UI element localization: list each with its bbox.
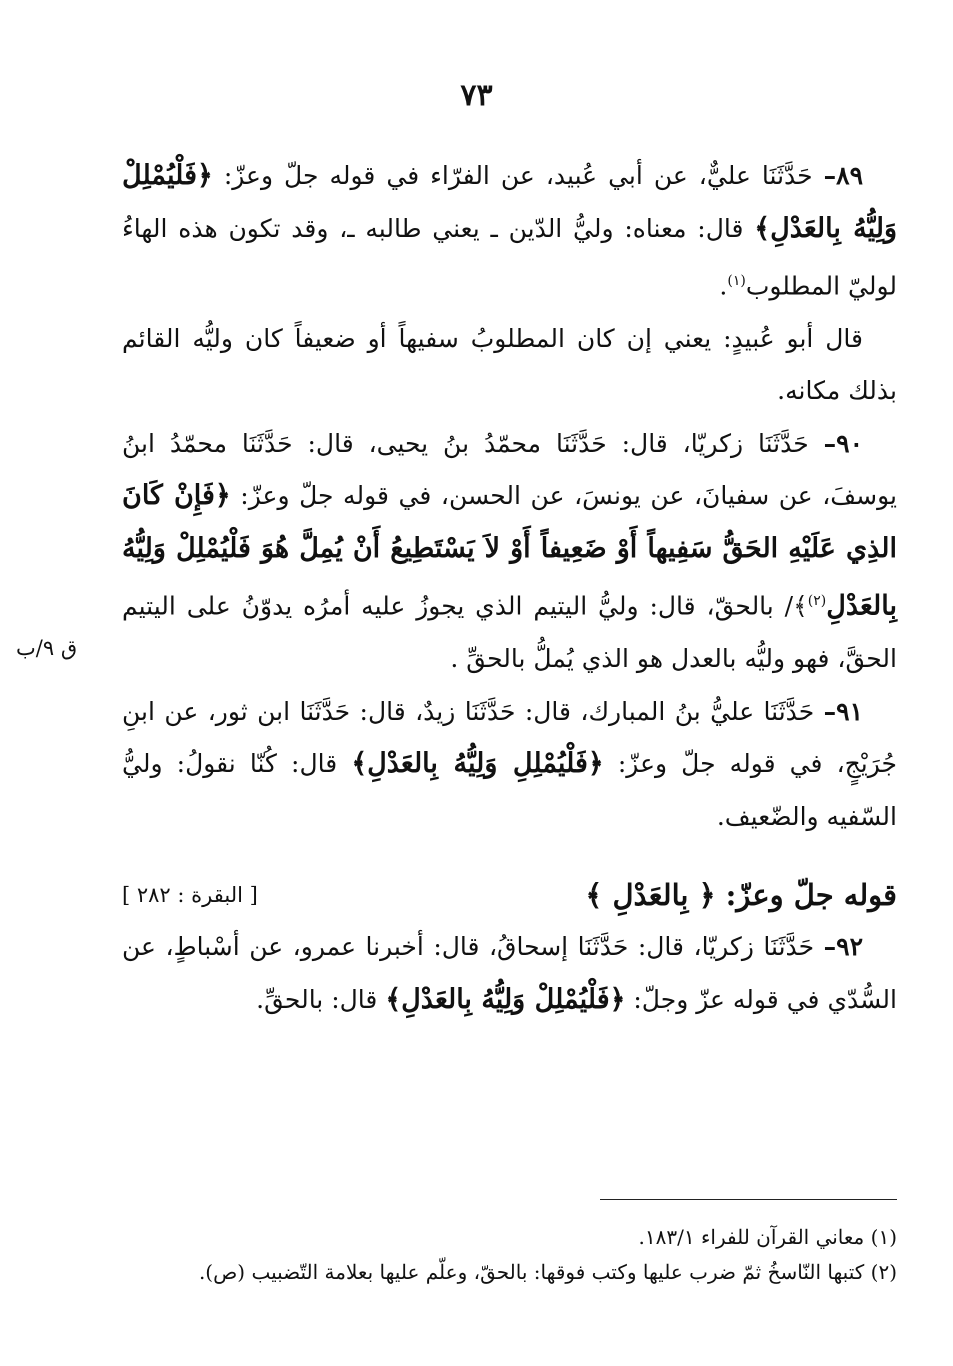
narration-text: قال: معناه: وليُّ الدّين ـ يعني طالبه ـ، وقد تكون هذه الهاءُ لوليّ المطلوب — [122, 213, 897, 301]
narration-text: حَدَّثَنَا زكريّا، قال: حَدَّثَنَا محمّدُ بنُ يحيى، قال: حَدَّثَنَا محمّدُ ابنُ يوسفَ، عن سفيانَ، عن يونسَ، عن الحسن، في قوله جلّ وعزّ: — [122, 428, 898, 511]
paragraph-92 — [122, 921, 897, 1026]
narration-text: حَدَّثَنَا زكريّا، قال: حَدَّثَنَا إسحاقُ، قال: أخبرنا عمرو، عن أسْباطٍ، عن السُّدّي في قوله عزّ وجلّ: — [122, 932, 897, 1014]
paragraph-number: ٩١– — [823, 696, 863, 726]
paragraph-number: ٨٩– — [823, 161, 863, 190]
footnote-2: (٢) كتبها النّاسخُ ثمّ ضرب عليها وكتب فوقها: بالحقّ، وعلّم عليها بعلامة التّضبيب (ص). — [198, 1260, 897, 1284]
quran-verse: ﴿فَلْيُمْلِلْ وَلِيُّهُ بِالعَدْلِ﴾ — [122, 160, 897, 244]
main-text — [122, 150, 897, 1026]
quran-verse: ﴿فَلْيُمْلِلْ وَلِيُّهُ بِالعَدْلِ﴾ — [385, 983, 626, 1015]
narration-text: قال: بالحقِّ. — [256, 984, 386, 1014]
paragraph-90 — [122, 418, 897, 686]
verse-reference: [ البقرة : ٢٨٢ ] — [122, 882, 258, 907]
paragraph-number: ٩٢– — [823, 932, 863, 962]
narration-text: قال: كُنّا نقولُ: وليُّ السّفيه والضّعيف. — [122, 749, 897, 831]
section-heading: قوله جلّ وعزّ: ﴿ بِالعَدْلِ ﴾ — [585, 877, 897, 912]
footnote-1: (١) معاني القرآن للفراء ١٨٣/١. — [638, 1225, 897, 1249]
paragraph-89 — [122, 150, 897, 313]
footnotes — [122, 1220, 897, 1290]
page-number: ٧٣ — [460, 78, 493, 113]
paragraph-number: ٩٠– — [823, 428, 863, 458]
footnote-marker: (١) — [727, 273, 746, 289]
narration-text: حَدَّثَنَا عليٌّ، عن أبي عُبيد، عن الفرّاء في قوله جلّ وعزّ: — [212, 161, 824, 190]
footnote-marker: (٢) — [807, 593, 827, 610]
quran-verse: ﴿فَإِنْ كَانَ الذِي عَلَيْهِ الحَقُّ سَفِيهاً أَوْ ضَعِيفاً أَوْ لاَ يَسْتَطِيعُ أَنْ يُمِلَّ هُوَ فَلْيُمْلِلْ وَلِيُّهُ بِالعَدْلِ — [122, 480, 897, 622]
narration-text: . — [719, 271, 728, 301]
paragraph-91 — [122, 686, 897, 844]
paragraph-commentary: قال أبو عُبيدٍ: يعني إن كان المطلوبُ سفيهاً أو ضعيفاً كان وليُّه القائم بذلك مكانه. — [122, 323, 897, 406]
footnote-divider — [600, 1199, 897, 1200]
narration-text: حَدَّثَنَا عليُّ بنُ المبارك، قال: حَدَّثَنَا زيدٌ، قال: حَدَّثَنَا ابن ثور، عن ابنِ جُرَيْجٍ، في قوله جلّ وعزّ: — [122, 696, 897, 779]
section-heading-row — [122, 869, 897, 921]
narration-text: ﴾/ بالحقّ، قال: وليُّ اليتيم الذي يجوزُ عليه أمرُه يدوّنُ على اليتيم الحقَّ، فهو وليُّه بالعدل هو الذي يُملُّ بالحقِّ . — [122, 591, 897, 674]
quran-verse: ﴿فَلْيُمْلِلِ وَلِيُّهُ بِالعَدْلِ﴾ — [351, 748, 604, 780]
manuscript-margin-note: ق ٩/ب — [16, 636, 78, 660]
